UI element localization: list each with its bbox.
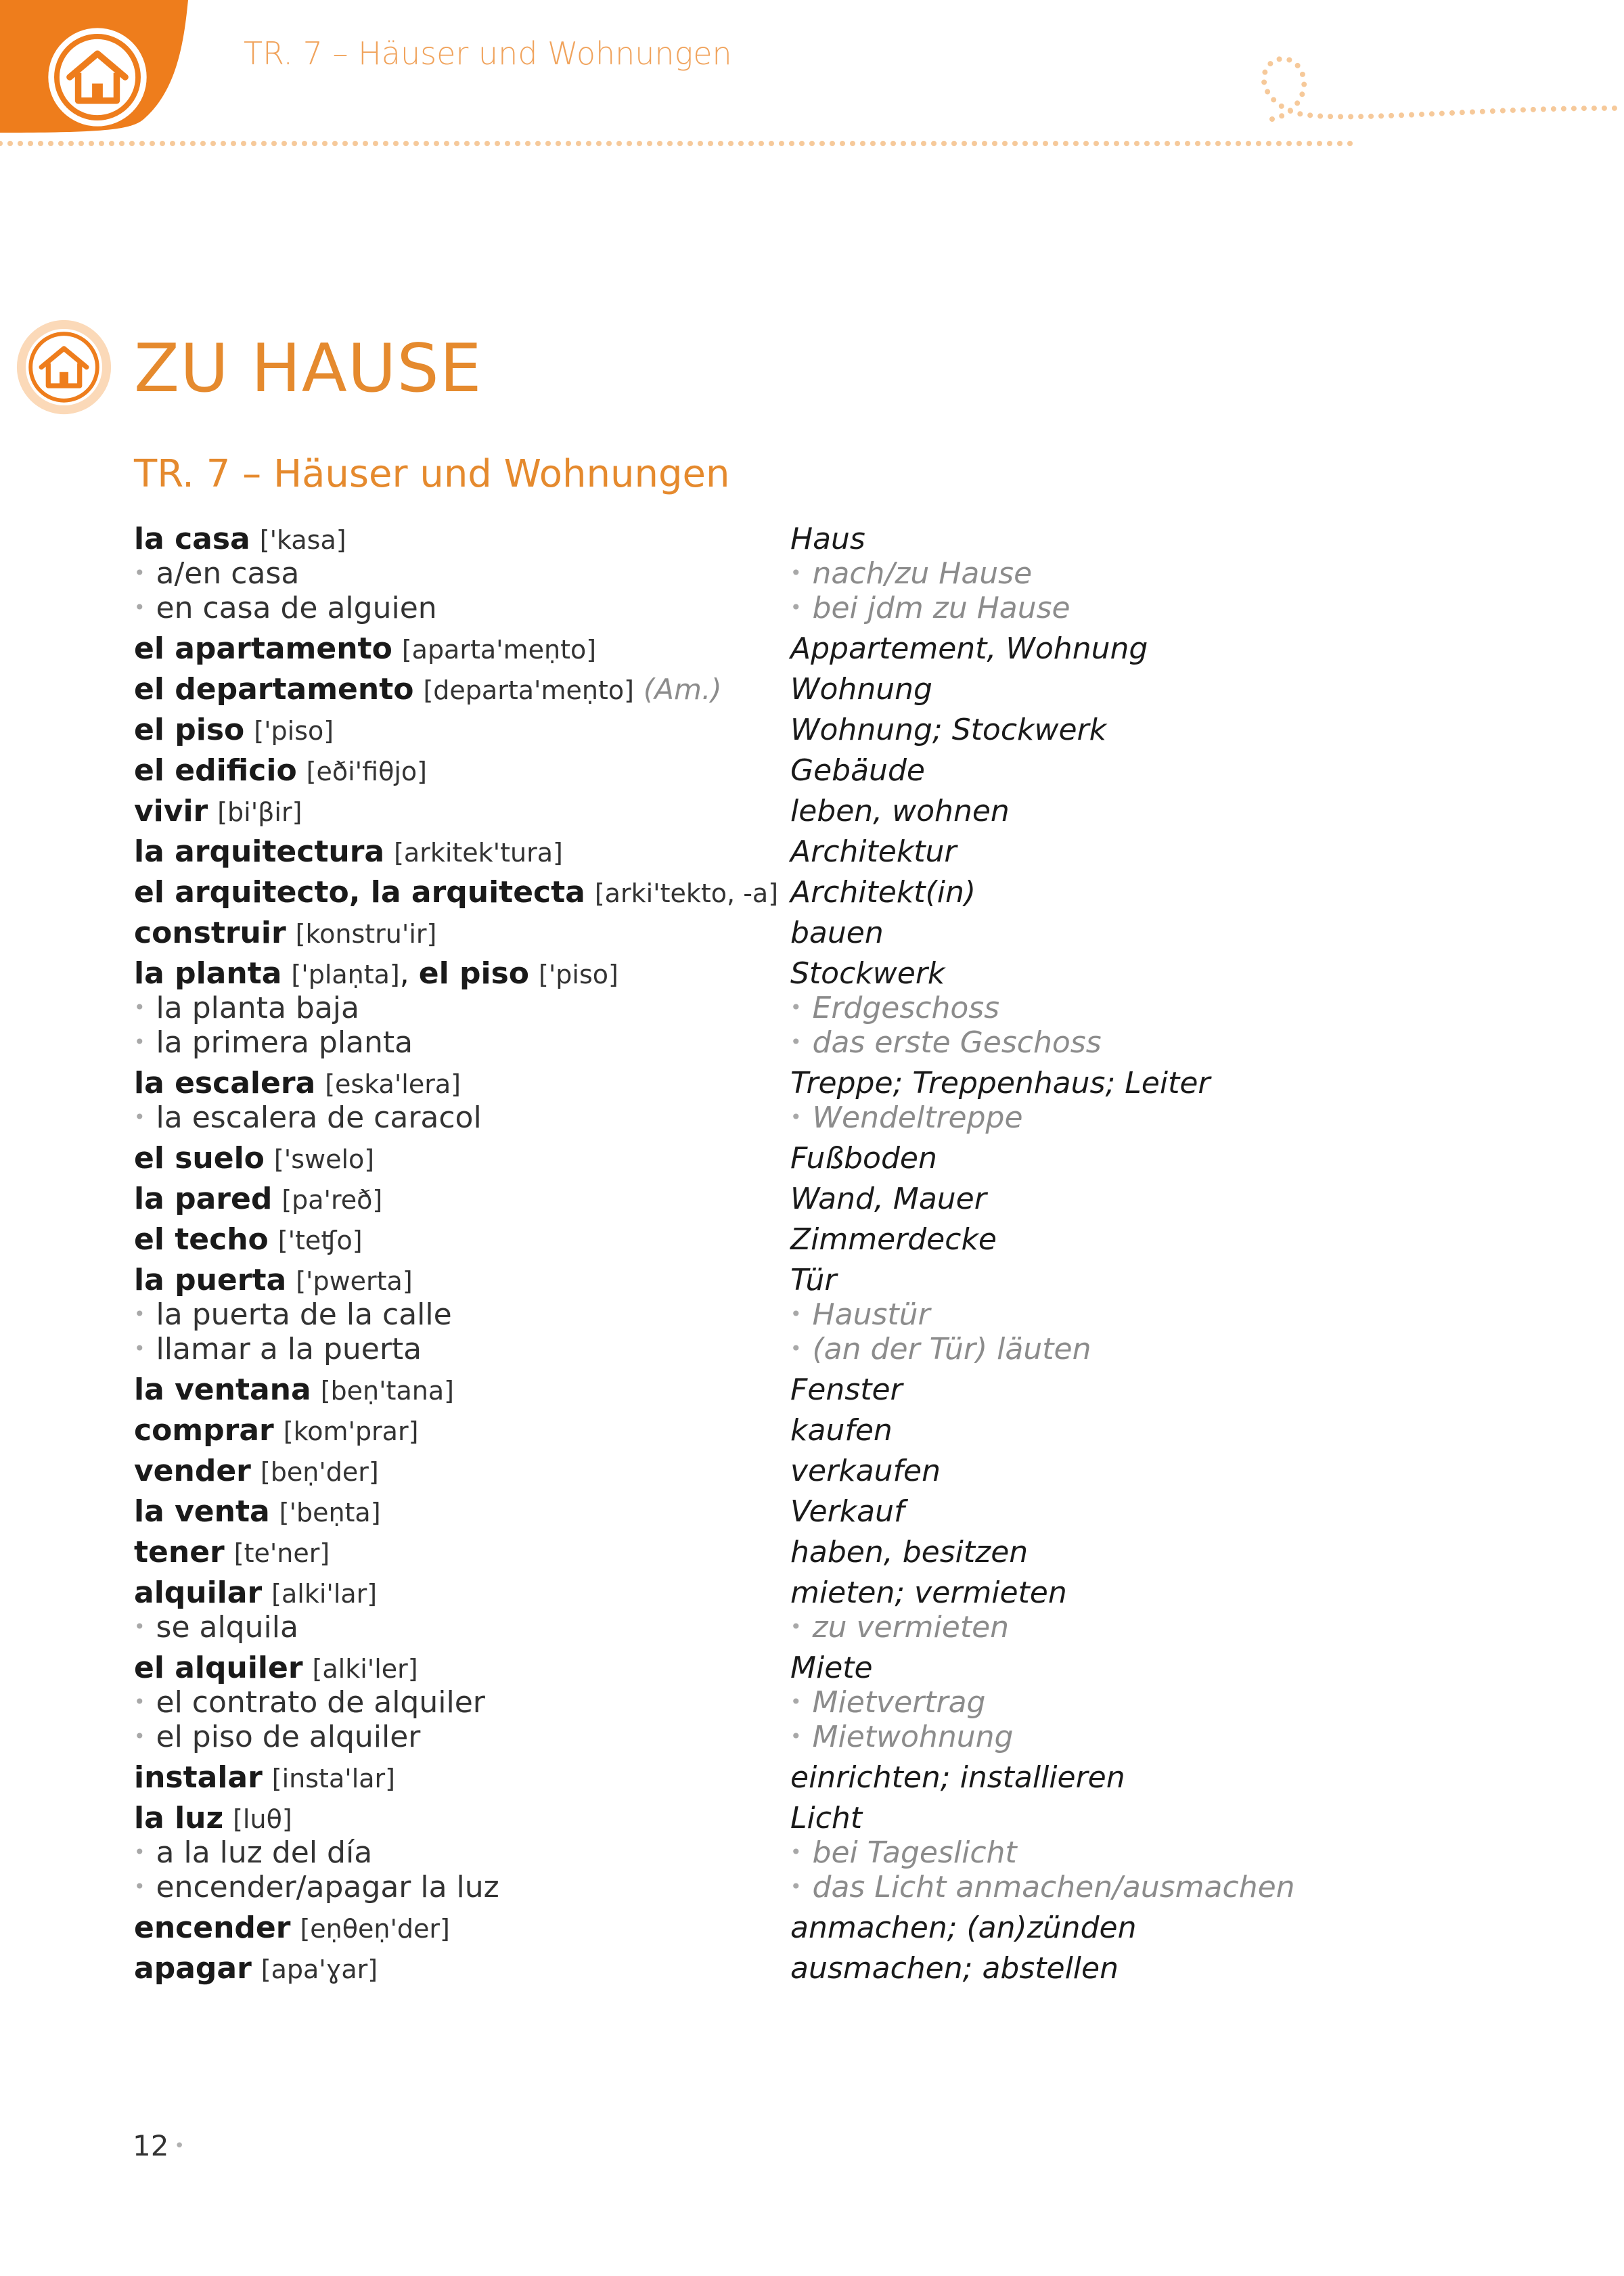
phonetic-transcription: [eṇθeṇ'der] — [300, 1914, 450, 1944]
separator: , — [399, 956, 409, 991]
german-translation — [790, 631, 1148, 666]
phonetic-transcription: [bi'βir] — [217, 797, 302, 827]
german-translation — [790, 1222, 997, 1257]
bullet-icon: • — [134, 996, 145, 1019]
phonetic-transcription: [insta'lar] — [271, 1764, 395, 1793]
german-translation — [790, 1911, 1136, 1945]
german-text: einrichten; installieren — [790, 1760, 1125, 1795]
german-text: Architektur — [790, 834, 957, 869]
german-translation — [790, 1576, 1067, 1610]
german-example — [790, 1610, 1009, 1645]
spanish-example — [134, 1610, 298, 1645]
spanish-side — [134, 834, 563, 869]
spanish-side — [134, 1651, 418, 1685]
german-example — [790, 1870, 1295, 1904]
german-text: Gebäude — [790, 753, 925, 788]
german-translation — [790, 1454, 941, 1488]
bullet-icon: • — [790, 1841, 802, 1863]
german-translation — [790, 1951, 1119, 1986]
german-example — [790, 1297, 930, 1332]
german-text: Miete — [790, 1651, 873, 1685]
german-example-text: bei jdm zu Hause — [812, 591, 1070, 625]
spanish-term: el departamento — [134, 672, 414, 707]
vocab-entry — [0, 1414, 1624, 1454]
spanish-example — [134, 1100, 482, 1135]
phonetic-transcription: ['kasa] — [259, 525, 346, 555]
spanish-term: vivir — [134, 794, 208, 828]
spanish-term: el edificio — [134, 753, 297, 788]
spanish-term: la pared — [134, 1182, 273, 1216]
spanish-term: instalar — [134, 1760, 263, 1795]
spanish-example — [134, 1685, 485, 1720]
spanish-example — [134, 1835, 372, 1870]
house-icon — [15, 318, 113, 416]
spanish-side — [134, 875, 778, 910]
spanish-side — [134, 1576, 377, 1610]
german-example — [790, 1685, 985, 1720]
german-example — [790, 556, 1032, 591]
bullet-icon: • — [790, 596, 802, 619]
german-translation — [790, 1801, 862, 1835]
german-text: Tür — [790, 1263, 837, 1297]
german-text: ausmachen; abstellen — [790, 1951, 1119, 1986]
spanish-side — [134, 522, 346, 556]
vocab-entry — [0, 673, 1624, 713]
german-translation — [790, 1760, 1125, 1795]
spanish-example-text: la planta baja — [156, 991, 359, 1025]
page-number-text: 12 — [133, 2129, 169, 2162]
german-example — [790, 591, 1070, 625]
german-text: verkaufen — [790, 1454, 941, 1488]
spanish-example-text: a la luz del día — [156, 1835, 373, 1870]
chapter-title: ZU HAUSE — [134, 330, 482, 407]
vocab-entry — [0, 1536, 1624, 1576]
spanish-side — [134, 1222, 363, 1257]
spanish-side — [134, 631, 596, 666]
vocab-entry — [0, 632, 1624, 673]
vocab-entry — [0, 795, 1624, 835]
vocab-entry — [0, 1142, 1624, 1182]
spanish-example-text: la puerta de la calle — [156, 1297, 452, 1332]
vocab-entry — [0, 1182, 1624, 1223]
phonetic-transcription: [alki'lar] — [271, 1579, 378, 1609]
example-entry — [0, 1100, 1624, 1142]
german-translation — [790, 1651, 873, 1685]
german-translation — [790, 1494, 905, 1529]
phonetic-transcription: [te'ner] — [233, 1538, 330, 1568]
phonetic-transcription: [konstru'ir] — [295, 919, 437, 949]
spanish-side — [134, 1413, 418, 1448]
german-translation — [790, 1413, 893, 1448]
bullet-icon: • — [174, 2136, 185, 2156]
spanish-side — [134, 1535, 330, 1569]
german-example — [790, 1720, 1013, 1754]
spanish-example — [134, 1297, 452, 1332]
spanish-side — [134, 1141, 374, 1176]
spanish-example-text: encender/apagar la luz — [156, 1870, 499, 1904]
german-text: Appartement, Wohnung — [790, 631, 1148, 666]
german-example-text: das Licht anmachen/ausmachen — [812, 1870, 1295, 1904]
german-translation — [790, 1066, 1211, 1100]
usage-note: (Am.) — [643, 673, 722, 706]
bullet-icon: • — [790, 1106, 802, 1128]
bullet-icon: • — [790, 1031, 802, 1053]
spanish-example-text: el piso de alquiler — [156, 1720, 421, 1754]
german-translation — [790, 1373, 903, 1407]
spanish-term: el suelo — [134, 1141, 265, 1176]
german-example-text: Wendeltreppe — [812, 1100, 1023, 1135]
phonetic-transcription: [pa'reð] — [281, 1185, 383, 1215]
bullet-icon: • — [134, 596, 145, 619]
phonetic-transcription: [departa'meṇto] — [423, 675, 634, 705]
german-text: Wohnung; Stockwerk — [790, 713, 1107, 747]
vocab-entry — [0, 1454, 1624, 1495]
phonetic-transcription: ['piso] — [539, 960, 618, 989]
spanish-term: apagar — [134, 1951, 252, 1986]
german-translation — [790, 1141, 937, 1176]
german-example — [790, 991, 999, 1025]
spanish-side — [134, 753, 427, 788]
german-example-text: Mietwohnung — [812, 1720, 1014, 1754]
spanish-term: el techo — [134, 1222, 269, 1257]
example-entry — [0, 591, 1624, 632]
german-translation — [790, 916, 884, 950]
decorative-dotted-line — [0, 0, 1624, 156]
vocab-entry — [0, 1952, 1624, 1992]
spanish-term: comprar — [134, 1413, 274, 1448]
phonetic-transcription: [arki'tekto, -a] — [594, 878, 779, 908]
page-number — [133, 2129, 185, 2162]
example-entry — [0, 1025, 1624, 1067]
spanish-term: la puerta — [134, 1263, 287, 1297]
bullet-icon: • — [134, 1841, 145, 1863]
german-text: Wohnung — [790, 672, 932, 707]
german-text: Fußboden — [790, 1141, 937, 1176]
bullet-icon: • — [134, 1106, 145, 1128]
german-translation — [790, 672, 932, 707]
german-translation — [790, 834, 957, 869]
bullet-icon: • — [134, 1337, 145, 1360]
phonetic-transcription: [arkitek'tura] — [394, 838, 563, 868]
spanish-side — [134, 794, 302, 828]
spanish-term: la luz — [134, 1801, 224, 1835]
vocab-entry — [0, 916, 1624, 957]
german-translation — [790, 1263, 836, 1297]
german-text: Verkauf — [790, 1494, 905, 1529]
spanish-example-text: se alquila — [156, 1610, 298, 1645]
bullet-icon: • — [790, 1691, 802, 1713]
example-entry — [0, 1720, 1624, 1761]
german-example-text: bei Tageslicht — [812, 1835, 1017, 1870]
spanish-term: el apartamento — [134, 631, 392, 666]
spanish-term: la venta — [134, 1494, 270, 1529]
spanish-side — [134, 1760, 395, 1795]
german-text: Stockwerk — [790, 956, 945, 991]
bullet-icon: • — [134, 1725, 145, 1747]
spanish-term: la planta — [134, 956, 282, 991]
spanish-side — [134, 672, 722, 707]
spanish-side — [134, 1182, 382, 1216]
phonetic-transcription: [aparta'meṇto] — [401, 635, 597, 665]
vocab-entry — [0, 876, 1624, 916]
german-example — [790, 1332, 1091, 1366]
german-text: bauen — [790, 916, 884, 950]
german-example-text: das erste Geschoss — [812, 1025, 1102, 1060]
bullet-icon: • — [134, 562, 145, 584]
german-text: Architekt(in) — [790, 875, 976, 910]
vocab-entry — [0, 1911, 1624, 1952]
spanish-example-text: a/en casa — [156, 556, 300, 591]
section-title: TR. 7 – Häuser und Wohnungen — [134, 452, 730, 496]
spanish-term: encender — [134, 1911, 291, 1945]
spanish-term: la ventana — [134, 1373, 311, 1407]
bullet-icon: • — [134, 1303, 145, 1325]
phonetic-transcription: ['teʧo] — [277, 1226, 363, 1255]
vocab-entry — [0, 835, 1624, 876]
vocab-entry — [0, 713, 1624, 754]
german-text: Zimmerdecke — [790, 1222, 997, 1257]
bullet-icon: • — [134, 1875, 145, 1898]
spanish-side — [134, 713, 334, 747]
phonetic-transcription: [eska'lera] — [325, 1069, 461, 1099]
spanish-side — [134, 1494, 381, 1529]
spanish-example — [134, 1870, 499, 1904]
german-text: leben, wohnen — [790, 794, 1010, 828]
german-text: mieten; vermieten — [790, 1576, 1067, 1610]
bullet-icon: • — [134, 1615, 145, 1638]
spanish-example-text: llamar a la puerta — [156, 1332, 422, 1366]
example-entry — [0, 1870, 1624, 1911]
spanish-side — [134, 1801, 292, 1835]
spanish-term: el arquitecto, la arquitecta — [134, 875, 585, 910]
german-example-text: (an der Tür) läuten — [812, 1332, 1091, 1366]
spanish-example — [134, 556, 299, 591]
spanish-term: el piso — [134, 713, 245, 747]
example-entry — [0, 1610, 1624, 1651]
vocab-entry — [0, 1223, 1624, 1264]
spanish-example — [134, 1720, 420, 1754]
example-entry — [0, 1332, 1624, 1373]
vocab-entry — [0, 1373, 1624, 1414]
spanish-side — [134, 1373, 454, 1407]
german-text: Haus — [790, 522, 865, 556]
phonetic-transcription: ['piso] — [254, 716, 334, 746]
phonetic-transcription: [alki'ler] — [312, 1654, 418, 1684]
german-example — [790, 1100, 1023, 1135]
bullet-icon: • — [790, 1725, 802, 1747]
german-translation — [790, 753, 925, 788]
phonetic-transcription: [eði'fiθjo] — [306, 757, 427, 786]
spanish-side — [134, 1263, 413, 1297]
german-translation — [790, 1535, 1028, 1569]
spanish-example-text: el contrato de alquiler — [156, 1685, 485, 1720]
german-example — [790, 1835, 1017, 1870]
spanish-term: vender — [134, 1454, 251, 1488]
german-text: Licht — [790, 1801, 863, 1835]
spanish-example — [134, 991, 359, 1025]
german-text: anmachen; (an)zünden — [790, 1911, 1137, 1945]
vocab-entry — [0, 754, 1624, 795]
spanish-term: la casa — [134, 522, 250, 556]
spanish-term: el alquiler — [134, 1651, 303, 1685]
phonetic-transcription: ['swelo] — [273, 1144, 375, 1174]
bullet-icon: • — [134, 1691, 145, 1713]
spanish-example-text: la primera planta — [156, 1025, 413, 1060]
bullet-icon: • — [790, 1337, 802, 1360]
spanish-term: la arquitectura — [134, 834, 385, 869]
spanish-side — [134, 1911, 450, 1945]
phonetic-transcription: ['plaṇta] — [291, 960, 400, 989]
phonetic-transcription: [luθ] — [233, 1804, 292, 1834]
bullet-icon: • — [790, 1615, 802, 1638]
german-translation — [790, 794, 1010, 828]
spanish-side — [134, 1454, 379, 1488]
spanish-term: tener — [134, 1535, 225, 1569]
german-example-text: Erdgeschoss — [812, 991, 1000, 1025]
german-text: Fenster — [790, 1373, 903, 1407]
german-translation — [790, 956, 945, 991]
phonetic-transcription: [beṇ'tana] — [320, 1376, 454, 1406]
vocab-entry — [0, 1495, 1624, 1536]
german-example — [790, 1025, 1102, 1060]
german-text: Treppe; Treppenhaus; Leiter — [790, 1066, 1211, 1100]
spanish-side — [134, 1951, 378, 1986]
spanish-term: construir — [134, 916, 286, 950]
german-example-text: nach/zu Hause — [812, 556, 1033, 591]
bullet-icon: • — [790, 562, 802, 584]
german-translation — [790, 875, 976, 910]
german-example-text: zu vermieten — [812, 1610, 1010, 1645]
header-title: TR. 7 – Häuser und Wohnungen — [244, 35, 732, 72]
phonetic-transcription: ['beṇta] — [279, 1498, 381, 1527]
phonetic-transcription: [kom'prar] — [283, 1416, 419, 1446]
spanish-term: alquilar — [134, 1576, 263, 1610]
german-example-text: Mietvertrag — [812, 1685, 986, 1720]
phonetic-transcription: ['pwerta] — [296, 1266, 413, 1296]
phonetic-transcription: [beṇ'der] — [260, 1457, 379, 1487]
bullet-icon: • — [790, 1303, 802, 1325]
spanish-example-text: la escalera de caracol — [156, 1100, 482, 1135]
spanish-example — [134, 591, 437, 625]
german-text: Wand, Mauer — [790, 1182, 987, 1216]
bullet-icon: • — [790, 996, 802, 1019]
vocabulary-list — [0, 522, 1624, 1992]
german-text: kaufen — [790, 1413, 893, 1448]
bullet-icon: • — [790, 1875, 802, 1898]
spanish-example — [134, 1332, 422, 1366]
spanish-side — [134, 916, 436, 950]
german-example-text: Haustür — [812, 1297, 930, 1332]
german-translation — [790, 522, 865, 556]
spanish-example-text: en casa de alguien — [156, 591, 437, 625]
bullet-icon: • — [134, 1031, 145, 1053]
german-translation — [790, 1182, 987, 1216]
german-translation — [790, 713, 1106, 747]
spanish-side — [134, 1066, 461, 1100]
spanish-example — [134, 1025, 413, 1060]
spanish-term: el piso — [418, 956, 530, 991]
phonetic-transcription: [apa'ɣar] — [261, 1955, 378, 1984]
spanish-term: la escalera — [134, 1066, 316, 1100]
german-text: haben, besitzen — [790, 1535, 1029, 1569]
vocab-entry — [0, 1761, 1624, 1802]
spanish-side — [134, 956, 618, 991]
